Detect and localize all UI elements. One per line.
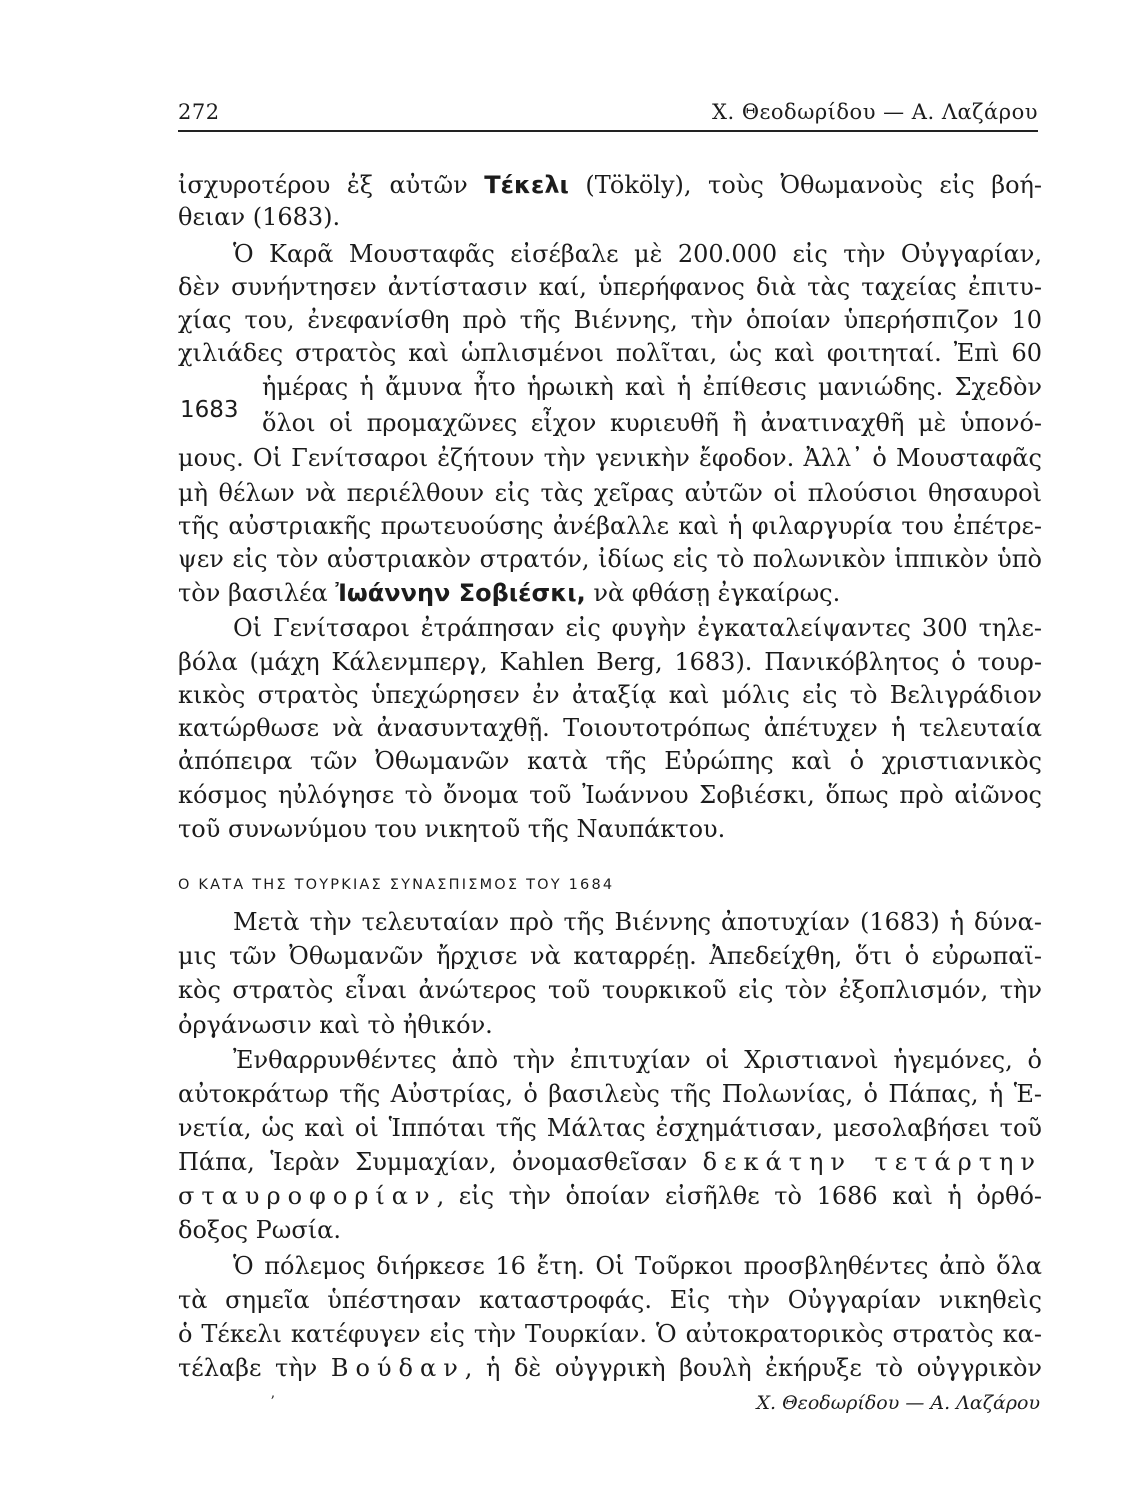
spaced-emphasis: δεκάτην τετάρτην bbox=[702, 1148, 1043, 1176]
text-line bbox=[178, 1181, 1042, 1211]
text-line: ὁ Τέκελι κατέφυγεν εἰς τὴν Τουρκίαν. Ὁ αὐτοκρατορικὸς στρατὸς κα- bbox=[178, 1320, 1042, 1348]
text-line bbox=[178, 1147, 1042, 1177]
name-tekeli: Τέκελι bbox=[484, 171, 569, 199]
text-run: τὸν βασιλέα bbox=[178, 579, 336, 607]
text-line bbox=[178, 170, 1042, 200]
text-line bbox=[178, 1353, 1042, 1383]
text-run: Πάπα, Ἱερὰν Συμμαχίαν, ὀνομασθεῖσαν bbox=[178, 1148, 703, 1176]
name-sobieski: Ἰωάννην Σοβιέσκι, bbox=[335, 579, 586, 607]
text-line: δὲν συνήντησεν ἀντίστασιν καί, ὑπερήφανος διὰ τὰς ταχείας ἐπιτυ- bbox=[178, 273, 1042, 301]
margin-year-note: 1683 bbox=[180, 397, 239, 423]
text-run: , ἡ δὲ οὐγγρικὴ βουλὴ ἐκήρυξε τὸ οὐγγρικὸν bbox=[464, 1354, 1042, 1382]
text-run: ἰσχυροτέρου ἐξ αὐτῶν bbox=[178, 171, 485, 199]
text-run: νὰ φθάσῃ ἐγκαίρως. bbox=[585, 579, 841, 607]
text-line: ὀργάνωσιν καὶ τὸ ἠθικόν. bbox=[178, 1011, 493, 1039]
section-heading: Ο ΚΑΤΑ ΤΗΣ ΤΟΥΡΚΙΑΣ ΣΥΝΑΣΠΙΣΜΟΣ ΤΟΥ 1684 bbox=[178, 877, 615, 893]
footer-mark: ʼ bbox=[270, 1394, 275, 1410]
text-line: Ἐνθαρρυνθέντες ἀπὸ τὴν ἐπιτυχίαν οἱ Χριστιανοὶ ἡγεμόνες, ὁ bbox=[233, 1046, 1042, 1074]
text-line: ἡμέρας ἡ ἄμυνα ἦτο ἡρωικὴ καὶ ἡ ἐπίθεσις μανιώδης. Σχεδὸν bbox=[262, 373, 1042, 401]
text-line: τοῦ συνωνύμου του νικητοῦ τῆς Ναυπάκτου. bbox=[178, 815, 726, 843]
spaced-emphasis: σταυροφορίαν bbox=[178, 1182, 437, 1210]
text-run: τέλαβε τὴν bbox=[178, 1354, 331, 1382]
text-line: χίας του, ἐνεφανίσθη πρὸ τῆς Βιέννης, τὴν ὁποίαν ὑπερήσπιζον 10 bbox=[178, 306, 1042, 334]
text-line: δοξος Ρωσία. bbox=[178, 1216, 341, 1244]
text-line: τῆς αὐστριακῆς πρωτευούσης ἀνέβαλλε καὶ ἡ φιλαργυρία του ἐπέτρε- bbox=[178, 512, 1042, 540]
text-line: Οἱ Γενίτσαροι ἐτράπησαν εἰς φυγὴν ἐγκαταλείψαντες 300 τηλε- bbox=[233, 614, 1042, 642]
text-line: χιλιάδες στρατὸς καὶ ὡπλισμένοι πολῖται, ὡς καὶ φοιτηταί. Ἐπὶ 60 bbox=[178, 339, 1042, 367]
text-line: ἀπόπειρα τῶν Ὀθωμανῶν κατὰ τῆς Εὐρώπης καὶ ὁ χριστιανικὸς bbox=[178, 747, 1042, 775]
text-line: βόλα (μάχη Κάλενμπεργ, Kahlen Berg, 1683). Πανικόβλητος ὁ τουρ- bbox=[178, 648, 1042, 676]
text-line bbox=[178, 578, 840, 608]
page-header bbox=[178, 98, 1038, 132]
spaced-emphasis: Βούδαν bbox=[330, 1354, 465, 1382]
text-line: τὰ σημεῖα ὑπέστησαν καταστροφάς. Εἰς τὴν Οὐγγαρίαν νικηθεὶς bbox=[178, 1286, 1042, 1314]
text-line: θειαν (1683). bbox=[178, 203, 341, 231]
text-line: νετία, ὡς καὶ οἱ Ἱππόται τῆς Μάλτας ἐσχημάτισαν, μεσολαβήσει τοῦ bbox=[178, 1114, 1042, 1142]
text-run: , εἰς τὴν ὁποίαν εἰσῆλθε τὸ 1686 καὶ ἡ ὀρθό- bbox=[436, 1182, 1042, 1210]
text-line: αὐτοκράτωρ τῆς Αὐστρίας, ὁ βασιλεὺς τῆς Πολωνίας, ὁ Πάπας, ἡ Ἑ- bbox=[178, 1080, 1042, 1108]
text-line: μις τῶν Ὀθωμανῶν ἤρχισε νὰ καταρρέῃ. Ἀπεδείχθη, ὅτι ὁ εὐρωπαϊ- bbox=[178, 942, 1042, 970]
text-line: Μετὰ τὴν τελευταίαν πρὸ τῆς Βιέννης ἀποτυχίαν (1683) ἡ δύνα- bbox=[233, 908, 1042, 936]
text-line: Ὁ Καρᾶ Μουσταφᾶς εἰσέβαλε μὲ 200.000 εἰς τὴν Οὐγγαρίαν, bbox=[233, 240, 1042, 268]
text-line: κατώρθωσε νὰ ἀνασυνταχθῇ. Τοιουτοτρόπως ἀπέτυχεν ἡ τελευταία bbox=[178, 714, 1042, 742]
text-line: κὸς στρατὸς εἶναι ἀνώτερος τοῦ τουρκικοῦ εἰς τὸν ἐξοπλισμόν, τὴν bbox=[178, 976, 1042, 1004]
text-line: κικὸς στρατὸς ὑπεχώρησεν ἐν ἀταξίᾳ καὶ μόλις εἰς τὸ Βελιγράδιον bbox=[178, 681, 1042, 709]
text-line: ψεν εἰς τὸν αὐστριακὸν στρατόν, ἰδίως εἰς τὸ πολωνικὸν ἱππικὸν ὑπὸ bbox=[178, 545, 1042, 573]
page-footer: Χ. Θεοδωρίδου — Α. Λαζάρου bbox=[756, 1392, 1040, 1414]
text-line: Ὁ πόλεμος διήρκεσε 16 ἔτη. Οἱ Τοῦρκοι προσβληθέντες ἀπὸ ὅλα bbox=[233, 1252, 1042, 1280]
running-head: Χ. Θεοδωρίδου — Α. Λαζάρου bbox=[712, 100, 1038, 124]
text-run: (Tököly), τοὺς Ὀθωμανοὺς εἰς βοή- bbox=[568, 171, 1043, 199]
text-line: μους. Οἱ Γενίτσαροι ἐζήτουν τὴν γενικὴν ἔφοδον. Ἀλλ᾽ ὁ Μουσταφᾶς bbox=[178, 444, 1042, 472]
text-line: ὅλοι οἱ προμαχῶνες εἶχον κυριευθῆ ἢ ἀνατιναχθῆ μὲ ὑπονό- bbox=[262, 409, 1042, 437]
page-number: 272 bbox=[178, 100, 220, 124]
text-line: κόσμος ηὐλόγησε τὸ ὄνομα τοῦ Ἰωάννου Σοβιέσκι, ὅπως πρὸ αἰῶνος bbox=[178, 781, 1042, 809]
text-line: μὴ θέλων νὰ περιέλθουν εἰς τὰς χεῖρας αὐτῶν οἱ πλούσιοι θησαυροὶ bbox=[178, 479, 1042, 507]
